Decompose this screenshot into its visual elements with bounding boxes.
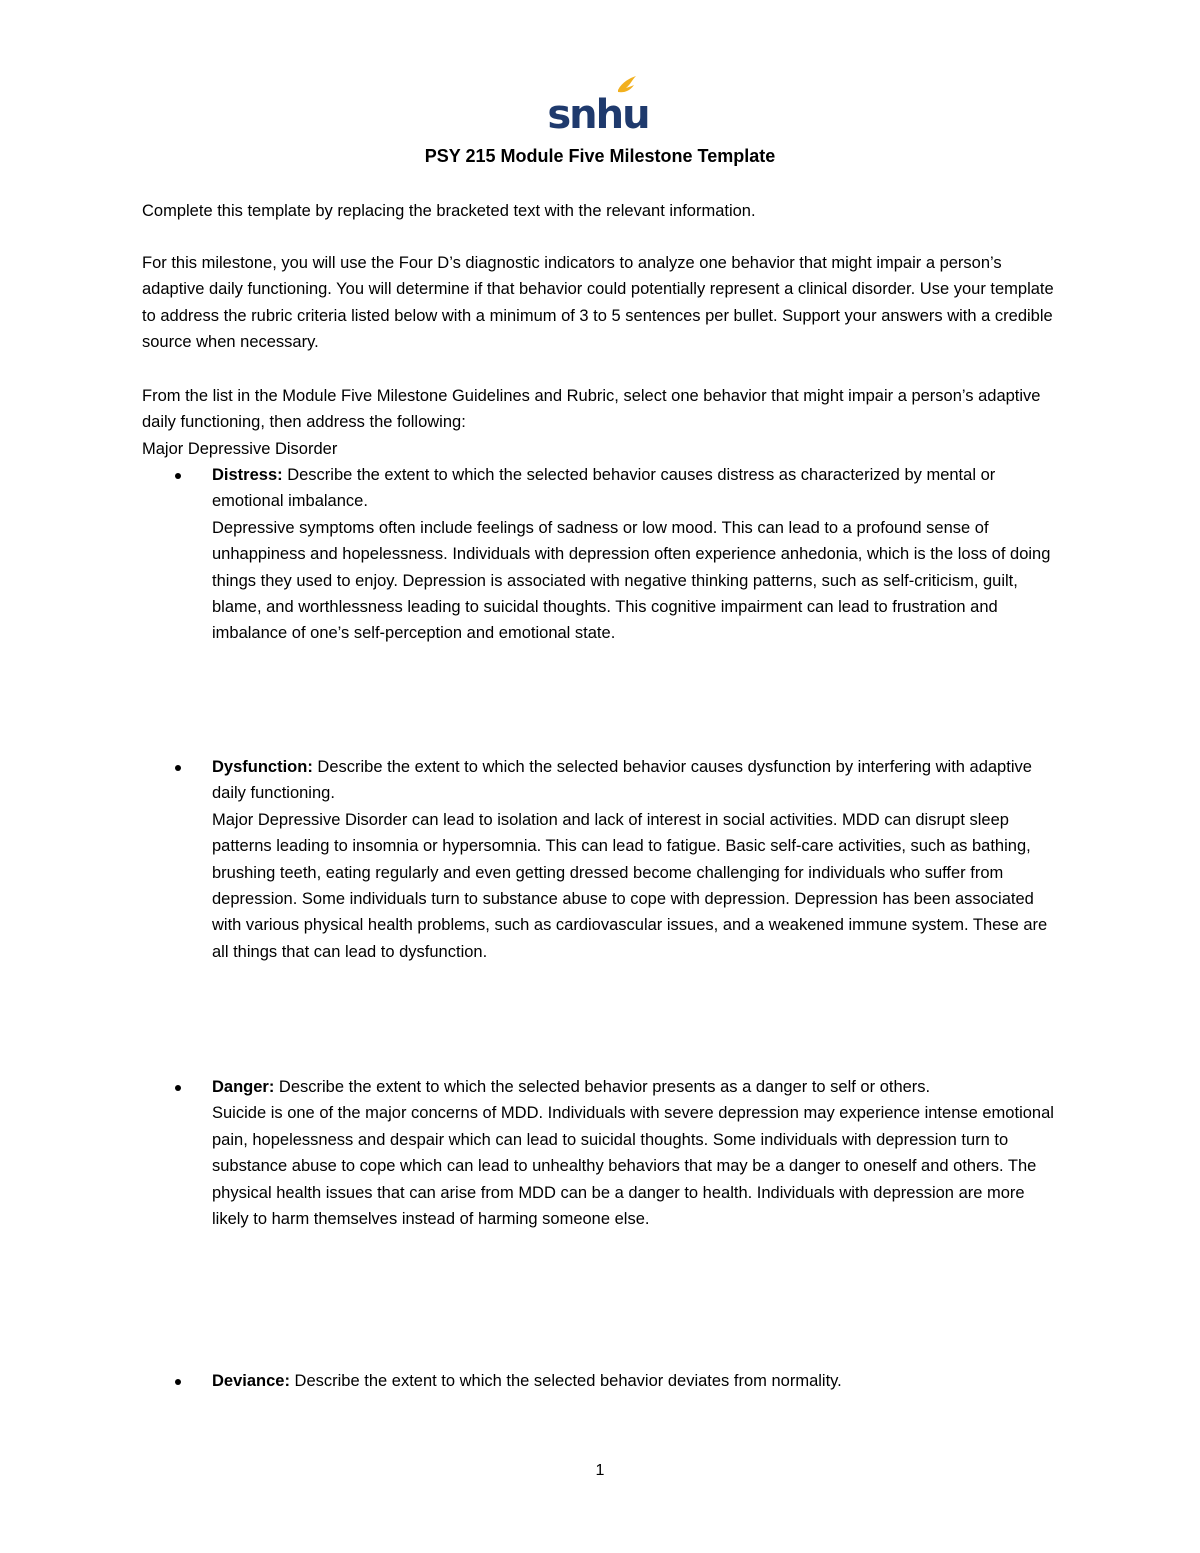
bullet-dot-icon — [175, 473, 181, 479]
bullet-response: Major Depressive Disorder can lead to isolation and lack of interest in social activities. MDD can disrupt sleep patterns leading to insomnia or hypersomnia. This can lead to fatigue. Basic self-care activities, such as bathing, brushing teeth, eating regularly and even getting dressed become challenging for individuals who suffer from depression. Some individuals turn to substance abuse to cope with depression. Depression has been associated with various physical health problems, such as cardiovascular issues, and a weakened immune system. These are all things that can lead to dysfunction. — [212, 810, 1048, 961]
snhu-logo — [547, 72, 649, 138]
selected-behavior: Major Depressive Disorder — [142, 440, 338, 458]
flame-icon — [618, 76, 636, 92]
bullet-label: Danger: — [212, 1078, 275, 1096]
bullet-response: Suicide is one of the major concerns of MDD. Individuals with severe depression may experience intense emotional pain, hopelessness and despair which can lead to suicidal thoughts. Some individuals with depression turn to substance abuse to cope which can lead to unhealthy behaviors that may be a danger to oneself and others. The physical health issues that can arise from MDD can be a danger to health. Individuals with depression are more likely to harm themselves instead of harming someone else. — [212, 1104, 1054, 1229]
svg-text:snhu: snhu — [547, 92, 649, 138]
bullet-prompt: Describe the extent to which the selected behavior causes dysfunction by interfering with adaptive daily functioning. — [212, 758, 1032, 803]
bullet-prompt: Describe the extent to which the selected behavior deviates from normality. — [289, 1372, 842, 1390]
page-number: 1 — [595, 1462, 605, 1479]
bullet-danger — [212, 1074, 1062, 1232]
intro-instructions: Complete this template by replacing the bracketed text with the relevant information. — [142, 202, 756, 220]
bullet-label: Distress: — [212, 466, 283, 484]
milestone-description: For this milestone, you will use the Four D’s diagnostic indicators to analyze one behavior that might impair a person’s adaptive daily functioning. You will determine if that behavior could potentially represent a clinical disorder. Use your template to address the rubric criteria listed below with a minimum of 3 to 5 sentences per bullet. Support your answers with a credible source when necessary. — [142, 254, 1054, 352]
bullet-dot-icon — [175, 1379, 181, 1385]
bullet-dysfunction — [212, 754, 1062, 965]
bullet-dot-icon — [175, 765, 181, 771]
bullet-prompt: Describe the extent to which the selected behavior causes distress as characterized by mental or emotional imbalance. — [212, 466, 996, 511]
bullet-label: Deviance: — [212, 1372, 290, 1390]
selection-instructions: From the list in the Module Five Milestone Guidelines and Rubric, select one behavior that might impair a person’s adaptive daily functioning, then address the following: — [142, 387, 1041, 432]
document-title: PSY 215 Module Five Milestone Template — [424, 146, 776, 166]
bullet-prompt: Describe the extent to which the selected behavior presents as a danger to self or others. — [274, 1078, 931, 1096]
bullet-response: Depressive symptoms often include feelings of sadness or low mood. This can lead to a profound sense of unhappiness and hopelessness. Individuals with depression often experience anhedonia, which is the loss of doing things they used to enjoy. Depression is associated with negative thinking patterns, such as self-criticism, guilt, blame, and worthlessness leading to suicidal thoughts. This cognitive impairment can lead to frustration and imbalance of one’s self-perception and emotional state. — [212, 518, 1051, 643]
bullet-label: Dysfunction: — [212, 758, 313, 776]
bullet-deviance — [212, 1368, 1062, 1394]
snhu-logo-image — [547, 72, 649, 138]
bullet-distress — [212, 462, 1062, 647]
bullet-dot-icon — [175, 1085, 181, 1091]
